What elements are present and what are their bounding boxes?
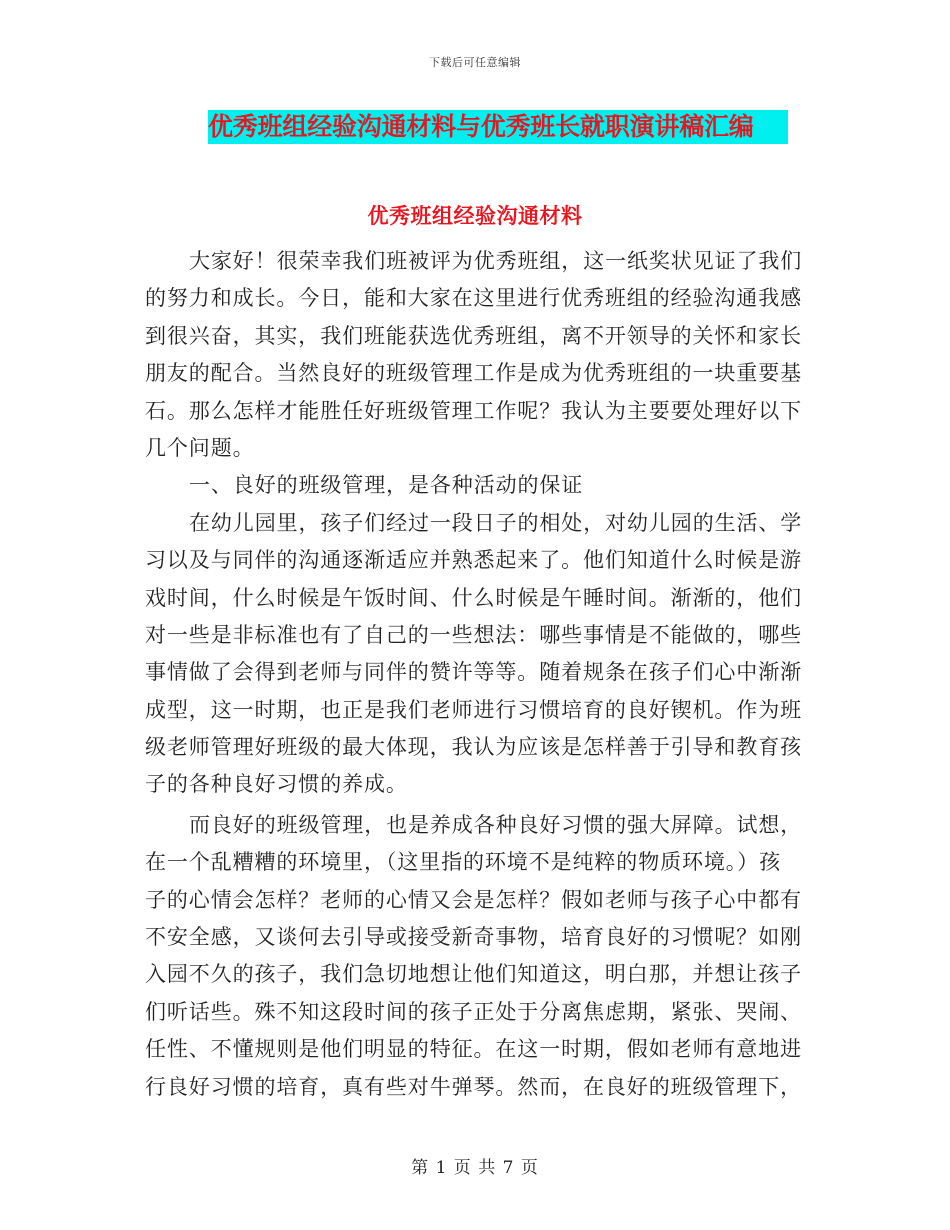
section-heading-line: 一、良好的班级管理，是各种活动的保证 bbox=[189, 473, 584, 498]
main-title-highlight bbox=[208, 110, 788, 144]
paragraph-line: 们听话些。殊不知这段时间的孩子正处于分离焦虑期，紧张、哭闹、 bbox=[145, 999, 802, 1024]
paragraph-line: 朋友的配合。当然良好的班级管理工作是成为优秀班组的一块重要基 bbox=[145, 361, 802, 386]
paragraph-line: 对一些是非标准也有了自己的一些想法：哪些事情是不能做的，哪些 bbox=[145, 622, 802, 647]
header-note: 下载后可任意编辑 bbox=[429, 56, 521, 69]
page-footer: 第 1 页 共 7 页 bbox=[411, 1158, 539, 1178]
paragraph-line: 任性、不懂规则是他们明显的特征。在这一时期，假如老师有意地进 bbox=[145, 1037, 802, 1062]
paragraph-line: 子的各种良好习惯的养成。 bbox=[145, 772, 408, 797]
paragraph-line: 习以及与同伴的沟通逐渐适应并熟悉起来了。他们知道什么时候是游 bbox=[145, 548, 802, 573]
paragraph-line: 入园不久的孩子，我们急切地想让他们知道这，明白那，并想让孩子 bbox=[145, 962, 802, 987]
paragraph-line: 不安全感，又谈何去引导或接受新奇事物，培育良好的习惯呢？如刚 bbox=[145, 925, 802, 950]
paragraph-line: 戏时间，什么时候是午饭时间、什么时候是午睡时间。渐渐的，他们 bbox=[145, 585, 802, 610]
paragraph-line: 在一个乱糟糟的环境里，（这里指的环境不是纯粹的物质环境。）孩 bbox=[145, 850, 781, 875]
paragraph-line: 到很兴奋，其实，我们班能获选优秀班组，离不开领导的关怀和家长 bbox=[145, 323, 802, 348]
paragraph-line: 级老师管理好班级的最大体现，我认为应该是怎样善于引导和教育孩 bbox=[145, 735, 802, 760]
paragraph-line: 在幼儿园里，孩子们经过一段日子的相处，对幼儿园的生活、学 bbox=[189, 510, 803, 535]
paragraph-line: 子的心情会怎样？老师的心情又会是怎样？假如老师与孩子心中都有 bbox=[145, 887, 802, 912]
paragraph-line: 成型，这一时期，也正是我们老师进行习惯培育的良好锲机。作为班 bbox=[145, 697, 802, 722]
paragraph-line: 行良好习惯的培育，真有些对牛弹琴。然而，在良好的班级管理下， bbox=[145, 1074, 802, 1099]
paragraph-line: 大家好！很荣幸我们班被评为优秀班组，这一纸奖状见证了我们 bbox=[189, 249, 803, 273]
paragraph-line: 事情做了会得到老师与同伴的赞许等等。随着规条在孩子们心中渐渐 bbox=[145, 660, 802, 685]
body-text bbox=[145, 243, 805, 1106]
paragraph-line: 而良好的班级管理，也是养成各种良好习惯的强大屏障。试想， bbox=[189, 812, 803, 837]
main-title: 优秀班组经验沟通材料与优秀班长就职演讲稿汇编 bbox=[208, 112, 754, 141]
paragraph-line: 石。那么怎样才能胜任好班级管理工作呢？我认为主要要处理好以下 bbox=[145, 398, 802, 423]
section-title: 优秀班组经验沟通材料 bbox=[367, 203, 583, 228]
paragraph-line: 几个问题。 bbox=[145, 435, 255, 460]
paragraph-line: 的努力和成长。今日，能和大家在这里进行优秀班组的经验沟通我感 bbox=[145, 286, 802, 311]
